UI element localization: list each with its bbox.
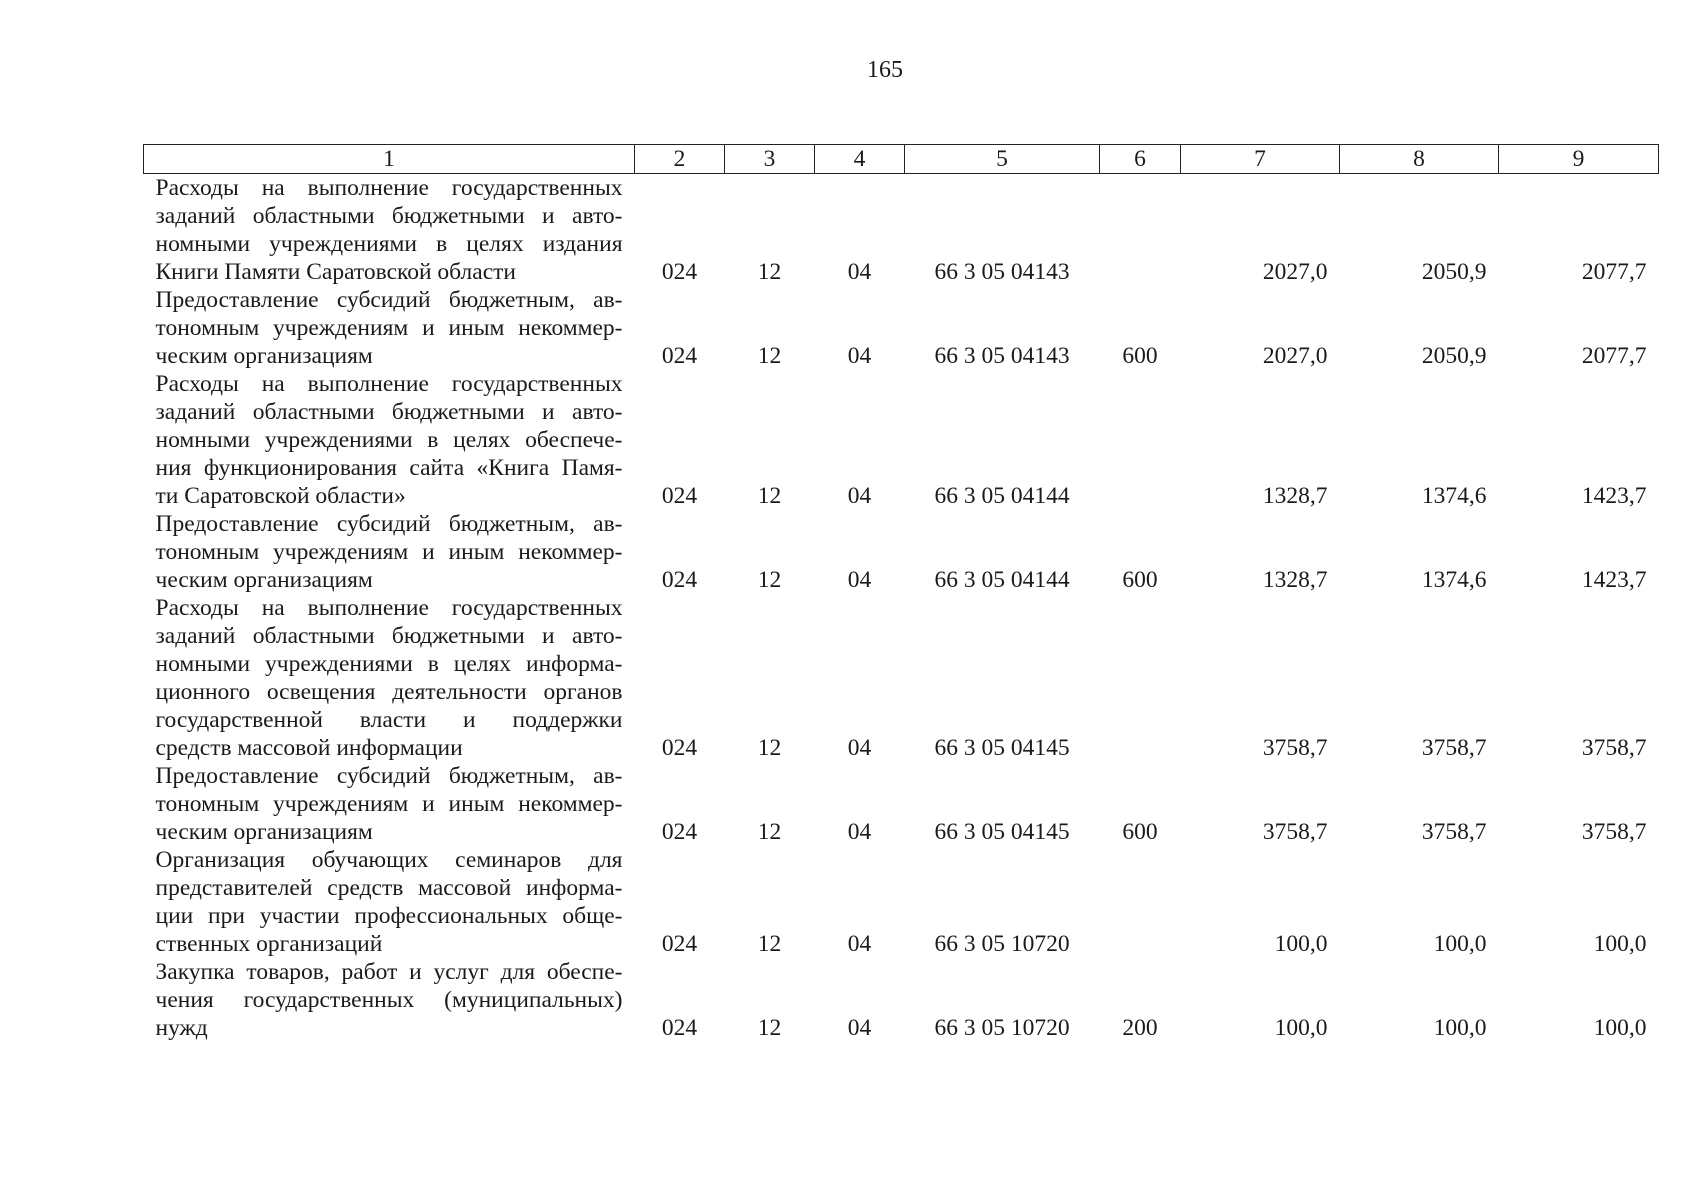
row-description [144,510,635,594]
amount-year-3: 3758,7 [1581,735,1647,761]
column-header: 9 [1499,145,1659,174]
section-code: 12 [757,343,782,369]
ministry-code: 024 [661,567,698,593]
target-article-code: 66 3 05 04143 [934,259,1070,285]
column-header: 1 [144,145,635,174]
expense-type-code: 600 [1122,567,1158,593]
amount-year-2: 3758,7 [1421,819,1487,845]
row-description [144,174,635,287]
amount-year-3: 100,0 [1593,931,1647,957]
table-header-row [144,145,1659,174]
description-line: номными учреждениями в целях обеспече- [155,427,623,453]
ministry-code: 024 [661,931,698,957]
column-header: 3 [725,145,815,174]
section-code: 12 [757,931,782,957]
expense-type-code: 600 [1122,819,1158,845]
description-line: Книги Памяти Саратовской области [155,259,516,285]
amount-year-1: 100,0 [1274,1015,1328,1041]
amount-year-3: 2077,7 [1581,259,1647,285]
amount-year-2: 2050,9 [1421,259,1487,285]
description-line: ния функционирования сайта «Книга Памя- [155,455,623,481]
amount-year-1: 1328,7 [1262,483,1328,509]
row-description [144,846,635,958]
column-header: 6 [1100,145,1181,174]
column-header: 4 [815,145,905,174]
amount-year-1: 3758,7 [1262,735,1328,761]
table-row [144,958,1659,1042]
amount-year-1: 3758,7 [1262,819,1328,845]
table-body [144,174,1659,1043]
expense-type-code [1100,370,1181,510]
row-description [144,370,635,510]
page-number: 165 [867,57,903,83]
table-row [144,370,1659,510]
section-code: 12 [757,819,782,845]
amount-year-2: 2050,9 [1421,343,1487,369]
amount-year-3: 3758,7 [1581,819,1647,845]
description-line: средств массовой информации [155,735,463,761]
table-row [144,594,1659,762]
description-line: тономным учреждениям и иным некоммер- [155,315,623,341]
ministry-code: 024 [661,1015,698,1041]
expense-type-code: 200 [1122,1015,1158,1041]
ministry-code: 024 [661,735,698,761]
expense-type-code [1100,594,1181,762]
target-article-code: 66 3 05 04143 [934,343,1070,369]
table-row [144,846,1659,958]
amount-year-3: 2077,7 [1581,343,1647,369]
amount-year-2: 1374,6 [1421,567,1487,593]
ministry-code: 024 [661,819,698,845]
description-line: тономным учреждениям и иным некоммер- [155,791,623,817]
description-line: нужд [155,1015,208,1041]
section-code: 12 [757,1015,782,1041]
column-header: 2 [635,145,725,174]
column-header: 7 [1181,145,1340,174]
amount-year-1: 100,0 [1274,931,1328,957]
row-description [144,958,635,1042]
description-line: государственной власти и поддержки [155,707,623,733]
amount-year-3: 1423,7 [1581,567,1647,593]
target-article-code: 66 3 05 04145 [934,819,1070,845]
description-line: заданий областными бюджетными и авто- [155,399,623,425]
description-line: представителей средств массовой информа- [155,875,623,901]
table-row [144,510,1659,594]
subsection-code: 04 [847,259,872,285]
description-line: Расходы на выполнение государственных [155,175,623,201]
table-row [144,174,1659,287]
budget-table [143,144,1659,1042]
amount-year-3: 100,0 [1593,1015,1647,1041]
target-article-code: 66 3 05 04144 [934,567,1070,593]
description-line: Закупка товаров, работ и услуг для обеспе- [155,959,623,985]
description-line: Предоставление субсидий бюджетным, ав- [155,287,623,313]
subsection-code: 04 [847,931,872,957]
description-line: ственных организаций [155,931,383,957]
subsection-code: 04 [847,1015,872,1041]
subsection-code: 04 [847,567,872,593]
subsection-code: 04 [847,483,872,509]
description-line: заданий областными бюджетными и авто- [155,203,623,229]
section-code: 12 [757,259,782,285]
amount-year-1: 2027,0 [1262,343,1328,369]
expense-type-code [1100,174,1181,287]
subsection-code: 04 [847,343,872,369]
description-line: номными учреждениями в целях информа- [155,651,623,677]
column-header: 5 [905,145,1100,174]
table-row [144,286,1659,370]
amount-year-2: 100,0 [1433,1015,1487,1041]
description-line: заданий областными бюджетными и авто- [155,623,623,649]
section-code: 12 [757,567,782,593]
description-line: ческим организациям [155,567,373,593]
target-article-code: 66 3 05 04144 [934,483,1070,509]
ministry-code: 024 [661,483,698,509]
description-line: тономным учреждениям и иным некоммер- [155,539,623,565]
ministry-code: 024 [661,259,698,285]
section-code: 12 [757,735,782,761]
description-line: Предоставление субсидий бюджетным, ав- [155,511,623,537]
amount-year-2: 3758,7 [1421,735,1487,761]
target-article-code: 66 3 05 10720 [934,1015,1070,1041]
description-line: Расходы на выполнение государственных [155,371,623,397]
expense-type-code: 600 [1122,343,1158,369]
description-line: ческим организациям [155,343,373,369]
column-header: 8 [1340,145,1499,174]
amount-year-2: 100,0 [1433,931,1487,957]
ministry-code: 024 [661,343,698,369]
row-description [144,286,635,370]
description-line: чения государственных (муниципальных) [155,987,623,1013]
row-description [144,762,635,846]
section-code: 12 [757,483,782,509]
amount-year-3: 1423,7 [1581,483,1647,509]
description-line: номными учреждениями в целях издания [155,231,623,257]
description-line: Расходы на выполнение государственных [155,595,623,621]
subsection-code: 04 [847,735,872,761]
amount-year-1: 1328,7 [1262,567,1328,593]
expense-type-code [1100,846,1181,958]
amount-year-1: 2027,0 [1262,259,1328,285]
row-description [144,594,635,762]
description-line: ческим организациям [155,819,373,845]
target-article-code: 66 3 05 04145 [934,735,1070,761]
target-article-code: 66 3 05 10720 [934,931,1070,957]
description-line: Предоставление субсидий бюджетным, ав- [155,763,623,789]
description-line: Организация обучающих семинаров для [155,847,623,873]
description-line: ции при участии профессиональных обще- [155,903,623,929]
subsection-code: 04 [847,819,872,845]
amount-year-2: 1374,6 [1421,483,1487,509]
table-row [144,762,1659,846]
description-line: ционного освещения деятельности органов [155,679,623,705]
description-line: ти Саратовской области» [155,483,406,509]
